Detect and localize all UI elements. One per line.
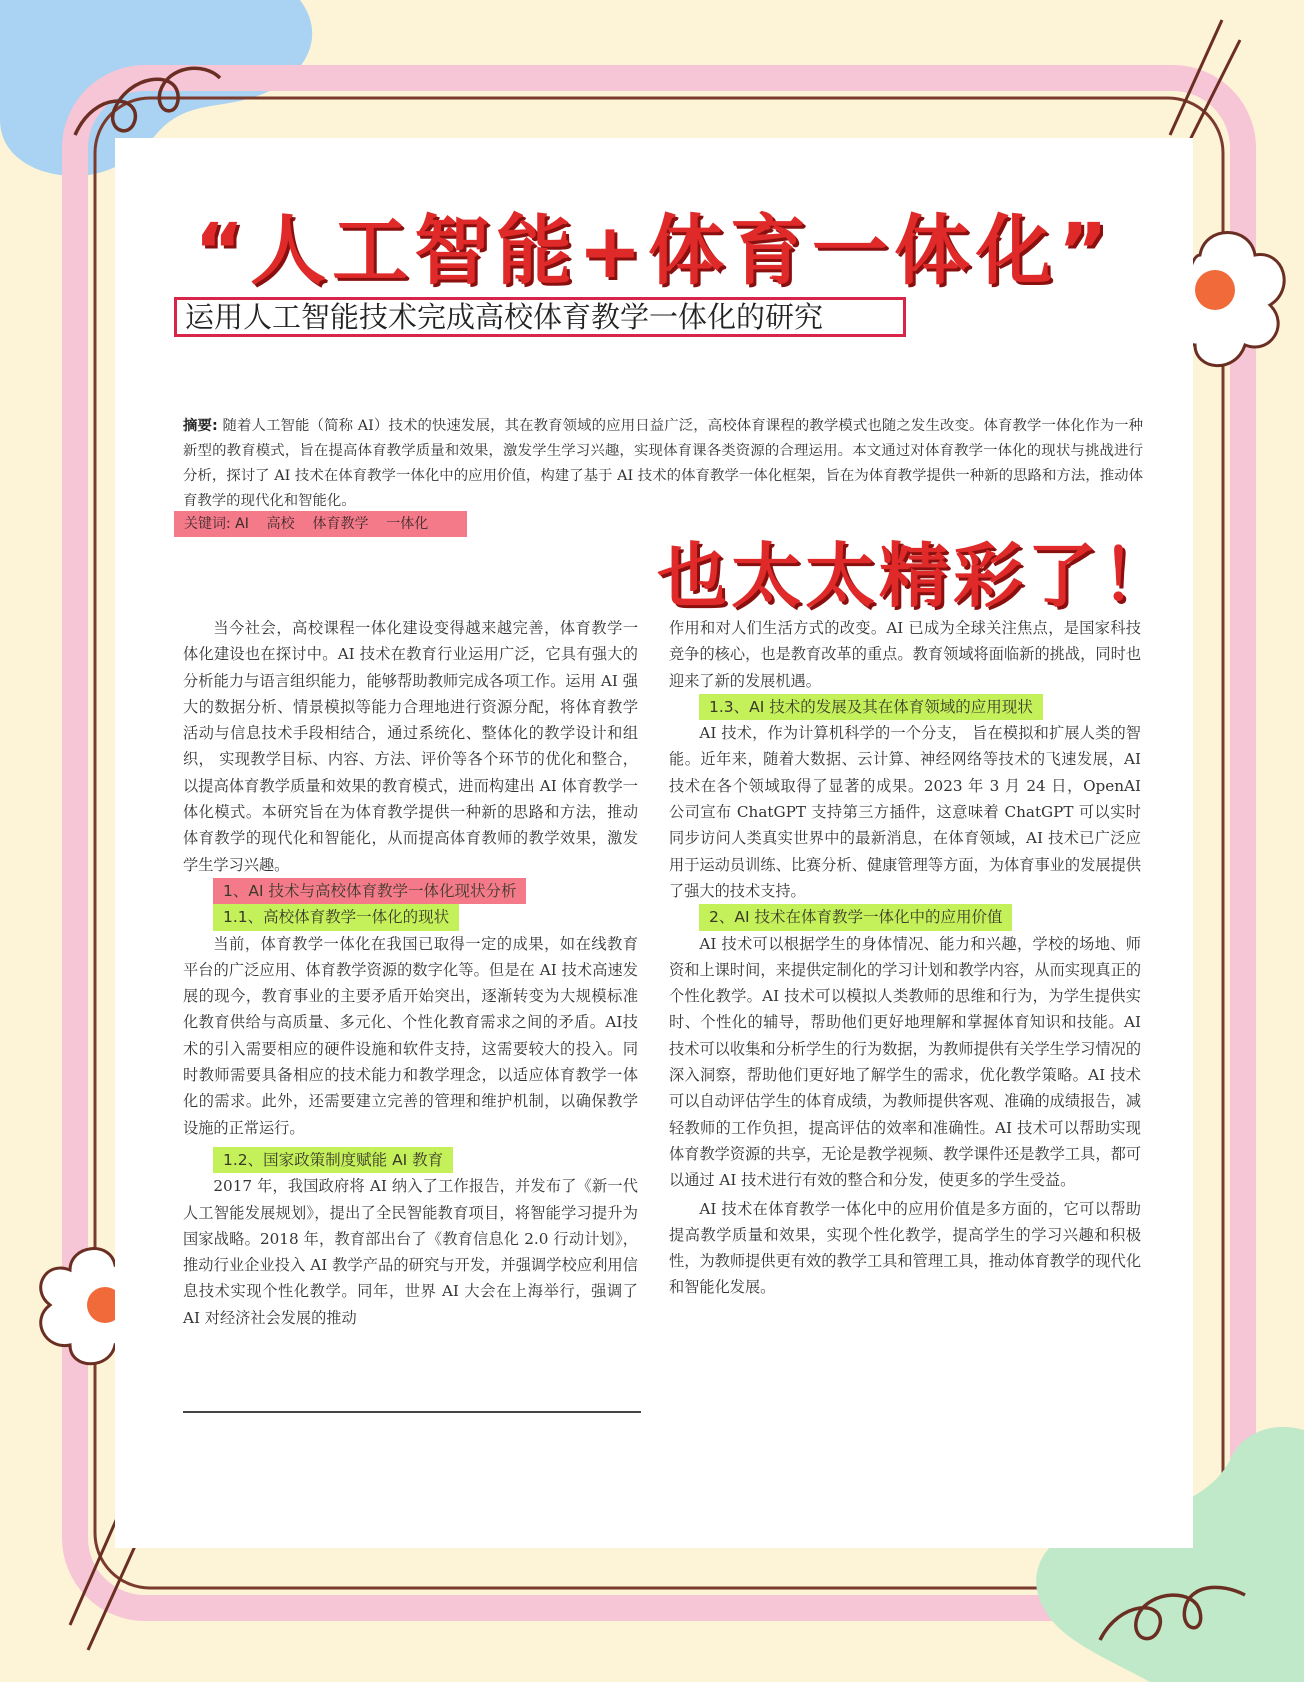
flower-right-shape [1184,233,1284,366]
section-heading-1-3: 1.3、AI 技术的发展及其在体育领域的应用现状 [699,694,1043,720]
paper-subtitle: 运用人工智能技术完成高校体育教学一体化的研究 [174,297,906,337]
footnote-rule [183,1411,641,1413]
abstract-label: 摘要: [183,418,218,434]
keywords-highlight: 关键词: AI 高校 体育教学 一体化 [174,511,467,537]
section-heading-1: 1、AI 技术与高校体育教学一体化现状分析 [213,878,526,904]
section-heading-2: 2、AI 技术在体育教学一体化中的应用价值 [699,904,1012,930]
section-heading-1-1: 1.1、高校体育教学一体化的现状 [213,904,459,930]
left-column [183,615,638,1331]
paragraph: AI 技术，作为计算机科学的一个分支， 旨在模拟和扩展人类的智能。近年来，随着大数据、云计算、神经网络等技术的飞速发展，AI 技术在各个领域取得了显著的成果。2023 年 3 月 24 日，OpenAI 公司宣布 ChatGPT 支持第三方插件，这意味着 ChatGPT 可以实时同步访问人类真实世界中的最新消息，在体育领域，AI 技术已广泛应用于运动员训练、比赛分析、健康管理等方面，为体育事业的发展提供了强大的技术支持。 [669,724,1141,900]
abstract [183,414,1143,514]
abstract-text: 随着人工智能（简称 AI）技术的快速发展，其在教育领域的应用日益广泛，高校体育课程的教学模式也随之发生改变。体育教学一体化作为一种新型的教育模式，旨在提高体育教学质量和效果，激发学生学习兴趣，实现体育课各类资源的合理运用。本文通过对体育教学一体化的现状与挑战进行分析，探讨了 AI 技术在体育教学一体化中的应用价值，构建了基于 AI 技术的体育教学一体化框架，旨在为体育教学提供一种新的思路和方法，推动体育教学的现代化和智能化。 [183,418,1143,509]
paragraph: 作用和对人们生活方式的改变。AI 已成为全球关注焦点，是国家科技竞争的核心，也是教育改革的重点。教育领域将面临新的挑战，同时也迎来了新的发展机遇。 [669,619,1141,690]
document-page [115,138,1193,1548]
paragraph: 当前，体育教学一体化在我国已取得一定的成果，如在线教育平台的广泛应用、体育教学资源的数字化等。但是在 AI 技术高速发展的现今，教育事业的主要矛盾开始突出，逐渐转变为大规模标准化教育供给与高质量、多元化、个性化教育需求之间的矛盾。AI技术的引入需要相应的硬件设施和软件支持，这需要较大的投入。同时教师需要具备相应的技术能力和教学理念，以适应体育教学一体化的需求。此外，还需要建立完善的管理和维护机制，以确保教学设施的正常运行。 [183,934,638,1137]
exclaim-banner: 也太太精彩了！ [657,535,1175,617]
paragraph: 2017 年，我国政府将 AI 纳入了工作报告，并发布了《新一代人工智能发展规划》，提出了全民智能教育项目，将智能学习提升为国家战略。2018 年，教育部出台了《教育信息化 2.0 行动计划》，推动行业企业投入 AI 教学产品的研究与开发，并强调学校应利用信息技术实现个性化教学。同年，世界 AI 大会在上海举行，强调了 AI 对经济社会发展的推动 [183,1177,638,1327]
paragraph: 当今社会，高校课程一体化建设变得越来越完善，体育教学一体化建设也在探讨中。AI 技术在教育行业运用广泛，它具有强大的分析能力与语言组织能力，能够帮助教师完成各项工作。运用 AI 强大的数据分析、情景模拟等能力合理地进行资源分配，将体育教学活动与信息技术手段相结合，通过系统化、整体化的教学设计和组织， 实现教学目标、内容、方法、评价等各个环节的优化和整合，以提高体育教学质量和效果的教育模式，进而构建出 AI 体育教学一体化模式。本研究旨在为体育教学提供一种新的思路和方法，推动体育教学的现代化和智能化，从而提高体育教师的教学效果，激发学生学习兴趣。 [183,619,638,874]
paragraph: AI 技术可以根据学生的身体情况、能力和兴趣，学校的场地、师资和上课时间，来提供定制化的学习计划和教学内容，从而实现真正的个性化教学。AI 技术可以模拟人类教师的思维和行为，为学生提供实时、个性化的辅导，帮助他们更好地理解和掌握体育知识和技能。AI 技术可以收集和分析学生的行为数据，为教师提供有关学生学习情况的深入洞察，帮助他们更好地了解学生的需求，优化教学策略。AI 技术可以自动评估学生的体育成绩，为教师提供客观、准确的成绩报告，减轻教师的工作负担，提高评估的效率和准确性。AI 技术可以帮助实现体育教学资源的共享，无论是教学视频、教学课件还是教学工具，都可以通过 AI 技术进行有效的整合和分发，使更多的学生受益。 [669,934,1141,1190]
paragraph: AI 技术在体育教学一体化中的应用价值是多方面的，它可以帮助提高教学质量和效果，实现个性化教学，提高学生的学习兴趣和积极性，为教师提供更有效的教学工具和管理工具，推动体育教学的现代化和智能化发展。 [669,1199,1141,1297]
section-heading-1-2: 1.2、国家政策制度赋能 AI 教育 [213,1147,453,1173]
page-title: “人工智能+体育一体化” [194,206,1114,295]
right-column [669,615,1141,1301]
